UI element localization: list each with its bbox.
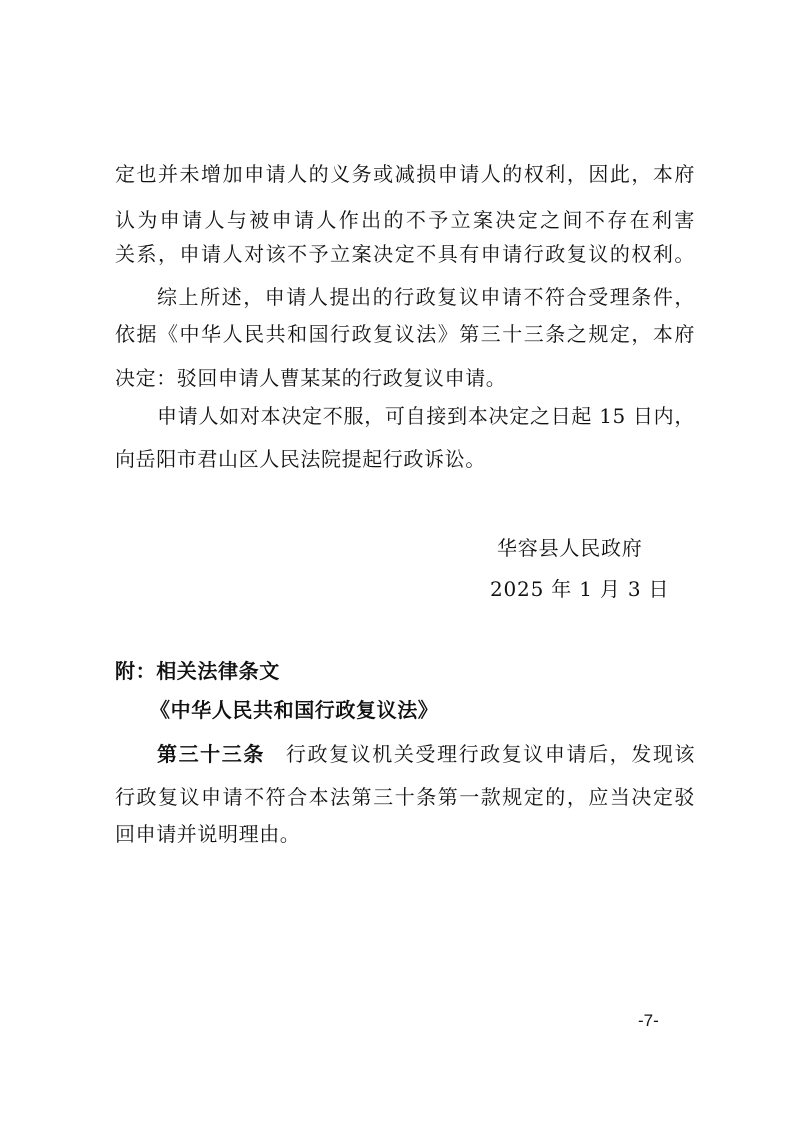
article-line (157, 740, 695, 768)
article-text: 行政复议机关受理行政复议申请后，发现该 (284, 742, 695, 766)
article-line: 行政复议申请不符合本法第三十条第一款规定的，应当决定驳 (115, 785, 695, 809)
body-line: 决定：驳回申请人曹某某的行政复议申请。 (115, 366, 507, 390)
body-line: 关系，申请人对该不予立案决定不具有申请行政复议的权利。 (115, 242, 695, 266)
signature-org: 华容县人民政府 (497, 536, 643, 560)
appendix-heading: 附：相关法律条文 (115, 659, 280, 683)
body-line: 定也并未增加申请人的义务或减损申请人的权利，因此，本府 (115, 162, 695, 186)
body-line: 认为申请人与被申请人作出的不予立案决定之间不存在利害 (115, 208, 695, 232)
body-line: 申请人如对本决定不服，可自接到本决定之日起 15 日内， (157, 404, 695, 428)
body-line: 综上所述，申请人提出的行政复议申请不符合受理条件， (157, 285, 695, 309)
article-line: 回申请并说明理由。 (115, 822, 301, 846)
body-line: 依据《中华人民共和国行政复议法》第三十三条之规定，本府 (115, 322, 695, 346)
signature-date: 2025 年 1 月 3 日 (490, 577, 670, 601)
article-label: 第三十三条 (157, 742, 265, 766)
body-line: 向岳阳市君山区人民法院提起行政诉讼。 (115, 447, 486, 471)
page-number: -7- (638, 1011, 659, 1030)
law-title: 《中华人民共和国行政复议法》 (150, 698, 439, 722)
